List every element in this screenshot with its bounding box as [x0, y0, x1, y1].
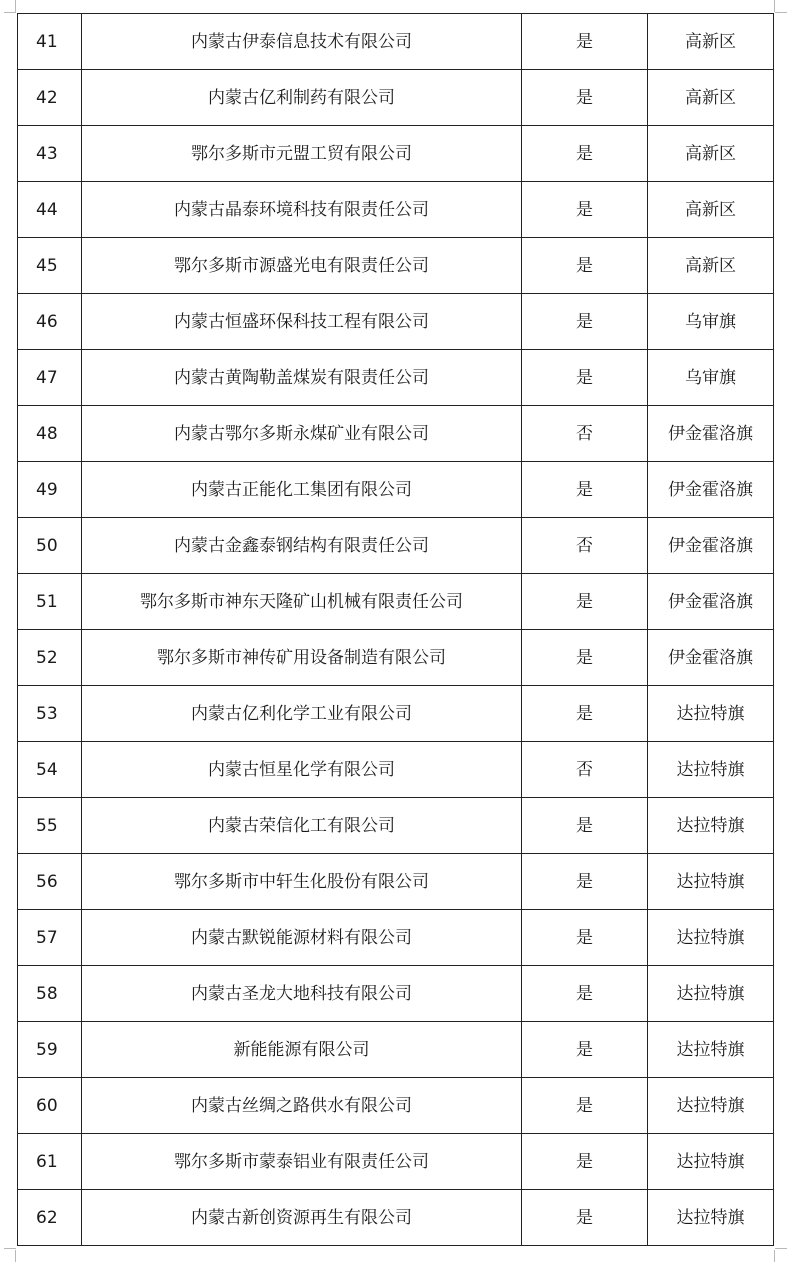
table-row	[18, 910, 774, 966]
table-row	[18, 462, 774, 518]
page-corner-mark	[15, 0, 16, 12]
flag-value: 是	[522, 1134, 648, 1190]
row-number: 49	[18, 462, 82, 518]
row-number: 59	[18, 1022, 82, 1078]
district-name: 高新区	[648, 182, 774, 238]
district-name: 高新区	[648, 238, 774, 294]
table-row	[18, 854, 774, 910]
table-row	[18, 350, 774, 406]
company-name: 内蒙古晶泰环境科技有限责任公司	[82, 182, 522, 238]
row-number: 46	[18, 294, 82, 350]
flag-value: 是	[522, 574, 648, 630]
flag-value: 是	[522, 910, 648, 966]
company-name: 内蒙古丝绸之路供水有限公司	[82, 1078, 522, 1134]
row-number: 56	[18, 854, 82, 910]
flag-value: 是	[522, 1190, 648, 1246]
flag-value: 是	[522, 462, 648, 518]
company-name: 内蒙古圣龙大地科技有限公司	[82, 966, 522, 1022]
row-number: 45	[18, 238, 82, 294]
table-row	[18, 686, 774, 742]
district-name: 达拉特旗	[648, 1134, 774, 1190]
district-name: 达拉特旗	[648, 1190, 774, 1246]
row-number: 41	[18, 14, 82, 70]
company-name: 新能能源有限公司	[82, 1022, 522, 1078]
company-name: 鄂尔多斯市源盛光电有限责任公司	[82, 238, 522, 294]
district-name: 伊金霍洛旗	[648, 574, 774, 630]
district-name: 达拉特旗	[648, 798, 774, 854]
district-name: 乌审旗	[648, 294, 774, 350]
company-name: 鄂尔多斯市蒙泰铝业有限责任公司	[82, 1134, 522, 1190]
company-name: 内蒙古金鑫泰钢结构有限责任公司	[82, 518, 522, 574]
flag-value: 是	[522, 854, 648, 910]
district-name: 达拉特旗	[648, 686, 774, 742]
flag-value: 是	[522, 294, 648, 350]
flag-value: 是	[522, 798, 648, 854]
company-name: 内蒙古亿利制药有限公司	[82, 70, 522, 126]
page-corner-mark	[15, 1250, 16, 1262]
page-corner-mark	[4, 12, 16, 13]
flag-value: 是	[522, 126, 648, 182]
flag-value: 否	[522, 406, 648, 462]
company-name: 鄂尔多斯市神传矿用设备制造有限公司	[82, 630, 522, 686]
district-name: 达拉特旗	[648, 742, 774, 798]
page-corner-mark	[774, 1250, 775, 1262]
row-number: 57	[18, 910, 82, 966]
company-table	[17, 13, 774, 1246]
table-row	[18, 126, 774, 182]
row-number: 61	[18, 1134, 82, 1190]
row-number: 60	[18, 1078, 82, 1134]
district-name: 伊金霍洛旗	[648, 630, 774, 686]
page-corner-mark	[775, 1248, 787, 1249]
row-number: 62	[18, 1190, 82, 1246]
table-row	[18, 182, 774, 238]
company-name: 内蒙古新创资源再生有限公司	[82, 1190, 522, 1246]
company-name: 内蒙古恒星化学有限公司	[82, 742, 522, 798]
table-row	[18, 630, 774, 686]
page-corner-mark	[774, 0, 775, 12]
flag-value: 否	[522, 518, 648, 574]
district-name: 高新区	[648, 70, 774, 126]
district-name: 达拉特旗	[648, 910, 774, 966]
table-row	[18, 294, 774, 350]
table-row	[18, 574, 774, 630]
district-name: 高新区	[648, 14, 774, 70]
table-row	[18, 798, 774, 854]
district-name: 达拉特旗	[648, 854, 774, 910]
district-name: 达拉特旗	[648, 1078, 774, 1134]
flag-value: 是	[522, 686, 648, 742]
company-name: 内蒙古荣信化工有限公司	[82, 798, 522, 854]
flag-value: 是	[522, 630, 648, 686]
flag-value: 否	[522, 742, 648, 798]
page-corner-mark	[775, 12, 787, 13]
row-number: 58	[18, 966, 82, 1022]
company-name: 内蒙古默锐能源材料有限公司	[82, 910, 522, 966]
company-name: 内蒙古鄂尔多斯永煤矿业有限公司	[82, 406, 522, 462]
row-number: 44	[18, 182, 82, 238]
row-number: 51	[18, 574, 82, 630]
district-name: 高新区	[648, 126, 774, 182]
table-body	[18, 14, 774, 1246]
table-row	[18, 1022, 774, 1078]
table-row	[18, 70, 774, 126]
table-row	[18, 966, 774, 1022]
district-name: 伊金霍洛旗	[648, 462, 774, 518]
row-number: 50	[18, 518, 82, 574]
row-number: 47	[18, 350, 82, 406]
table-row	[18, 1190, 774, 1246]
district-name: 伊金霍洛旗	[648, 406, 774, 462]
row-number: 52	[18, 630, 82, 686]
row-number: 54	[18, 742, 82, 798]
flag-value: 是	[522, 1022, 648, 1078]
flag-value: 是	[522, 1078, 648, 1134]
district-name: 乌审旗	[648, 350, 774, 406]
district-name: 达拉特旗	[648, 966, 774, 1022]
flag-value: 是	[522, 966, 648, 1022]
table-row	[18, 14, 774, 70]
flag-value: 是	[522, 350, 648, 406]
row-number: 43	[18, 126, 82, 182]
district-name: 达拉特旗	[648, 1022, 774, 1078]
flag-value: 是	[522, 182, 648, 238]
row-number: 48	[18, 406, 82, 462]
table-row	[18, 518, 774, 574]
company-name: 内蒙古亿利化学工业有限公司	[82, 686, 522, 742]
flag-value: 是	[522, 70, 648, 126]
company-name: 内蒙古黄陶勒盖煤炭有限责任公司	[82, 350, 522, 406]
table-row	[18, 742, 774, 798]
company-name: 鄂尔多斯市中轩生化股份有限公司	[82, 854, 522, 910]
company-name: 内蒙古恒盛环保科技工程有限公司	[82, 294, 522, 350]
company-name: 内蒙古伊泰信息技术有限公司	[82, 14, 522, 70]
table-row	[18, 406, 774, 462]
row-number: 55	[18, 798, 82, 854]
district-name: 伊金霍洛旗	[648, 518, 774, 574]
page-corner-mark	[4, 1248, 16, 1249]
flag-value: 是	[522, 14, 648, 70]
company-name: 鄂尔多斯市元盟工贸有限公司	[82, 126, 522, 182]
row-number: 42	[18, 70, 82, 126]
table-row	[18, 1134, 774, 1190]
company-name: 鄂尔多斯市神东天隆矿山机械有限责任公司	[82, 574, 522, 630]
company-name: 内蒙古正能化工集团有限公司	[82, 462, 522, 518]
flag-value: 是	[522, 238, 648, 294]
row-number: 53	[18, 686, 82, 742]
table-row	[18, 238, 774, 294]
table-row	[18, 1078, 774, 1134]
